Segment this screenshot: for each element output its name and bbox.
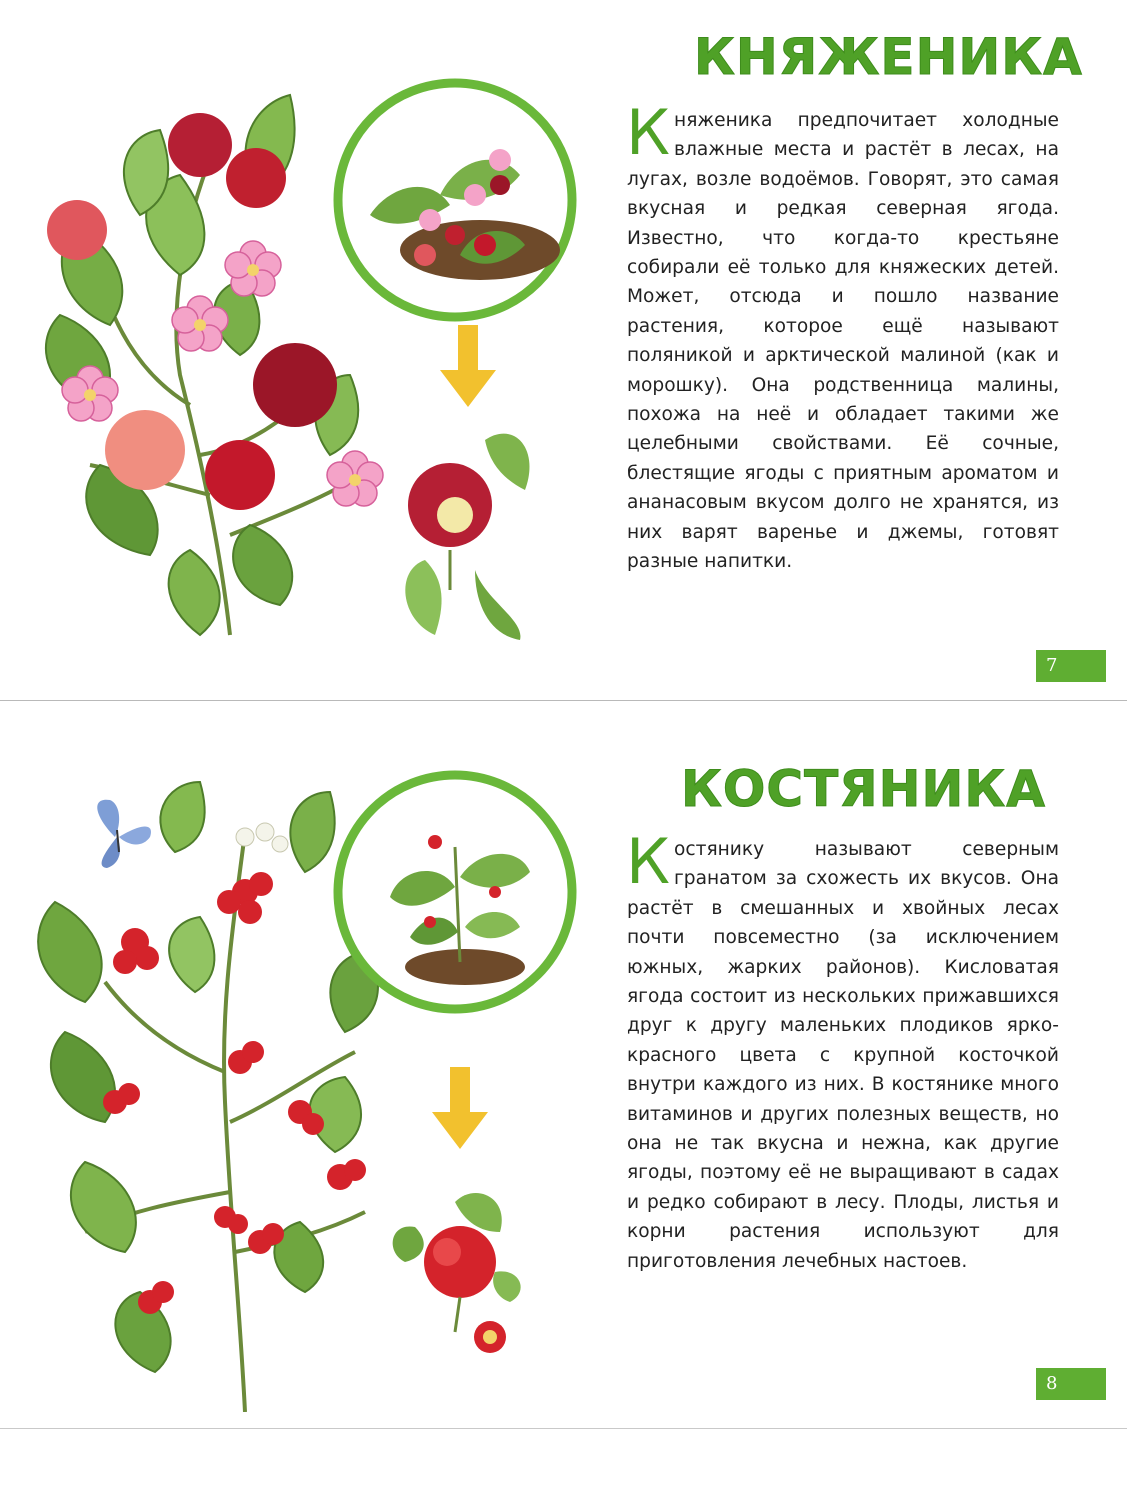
dropcap: К — [626, 96, 671, 169]
knyazhenika-habitat-circle — [330, 75, 580, 325]
page-kostyanika — [0, 712, 1127, 1432]
down-arrow-icon — [430, 1067, 490, 1152]
kostyanika-berry-closeup — [385, 1182, 535, 1382]
page-knyazhenika — [0, 0, 1127, 700]
article-text — [626, 825, 1059, 1276]
down-arrow-icon — [438, 325, 498, 410]
page-title: КОСТЯНИКА — [681, 760, 1046, 818]
kostyanika-habitat-circle — [330, 767, 580, 1017]
article-body: няженика предпочитает холодные влажные места и растёт в лесах, на лугах, возле водоёмов. Говорят, это самая вкусная и редкая северная ягода. Известно, что когда-то крестьяне собирали её только для княжеских детей. Может, отсюда и пошло название растения, которое ещё называют поляникой и арктической малиной (как и морошку). Она родственница малины, похожа на неё и обладает такими же целебными свойствами. Её сочные, блестящие ягоды с приятным ароматом и ананасовым вкусом долго не хранятся, из них варят варенье и джемы, готовят разные напитки. — [627, 110, 1059, 573]
page-number: 7 — [1036, 650, 1106, 682]
leaves — [38, 782, 378, 1372]
article-body: остянику называют северным гранатом за схожесть их вкусов. Она растёт в смешанных и хвойных лесах почти повсеместно (за исключением южных, жарких районов). Кисловатая ягода состоит из нескольких прижавшихся друг к другу маленьких плодиков ярко-красного цвета с крупной косточкой внутри каждого из них. В костянике много витаминов и других полезных веществ, но она не так вкусна и нежна, как другие ягоды, поэтому её не выращивают в садах и редко собирают в лесу. Плоды, листья и корни растения используют для приготовления лечебных настоев. — [627, 839, 1059, 1272]
page-divider — [0, 1428, 1127, 1429]
knyazhenika-berry-closeup — [395, 420, 545, 645]
page-number: 8 — [1036, 1368, 1106, 1400]
article-text — [626, 96, 1059, 577]
page-title: КНЯЖЕНИКА — [694, 28, 1083, 86]
butterfly-icon — [97, 800, 151, 868]
page-divider — [0, 700, 1127, 701]
dropcap: К — [626, 825, 671, 898]
